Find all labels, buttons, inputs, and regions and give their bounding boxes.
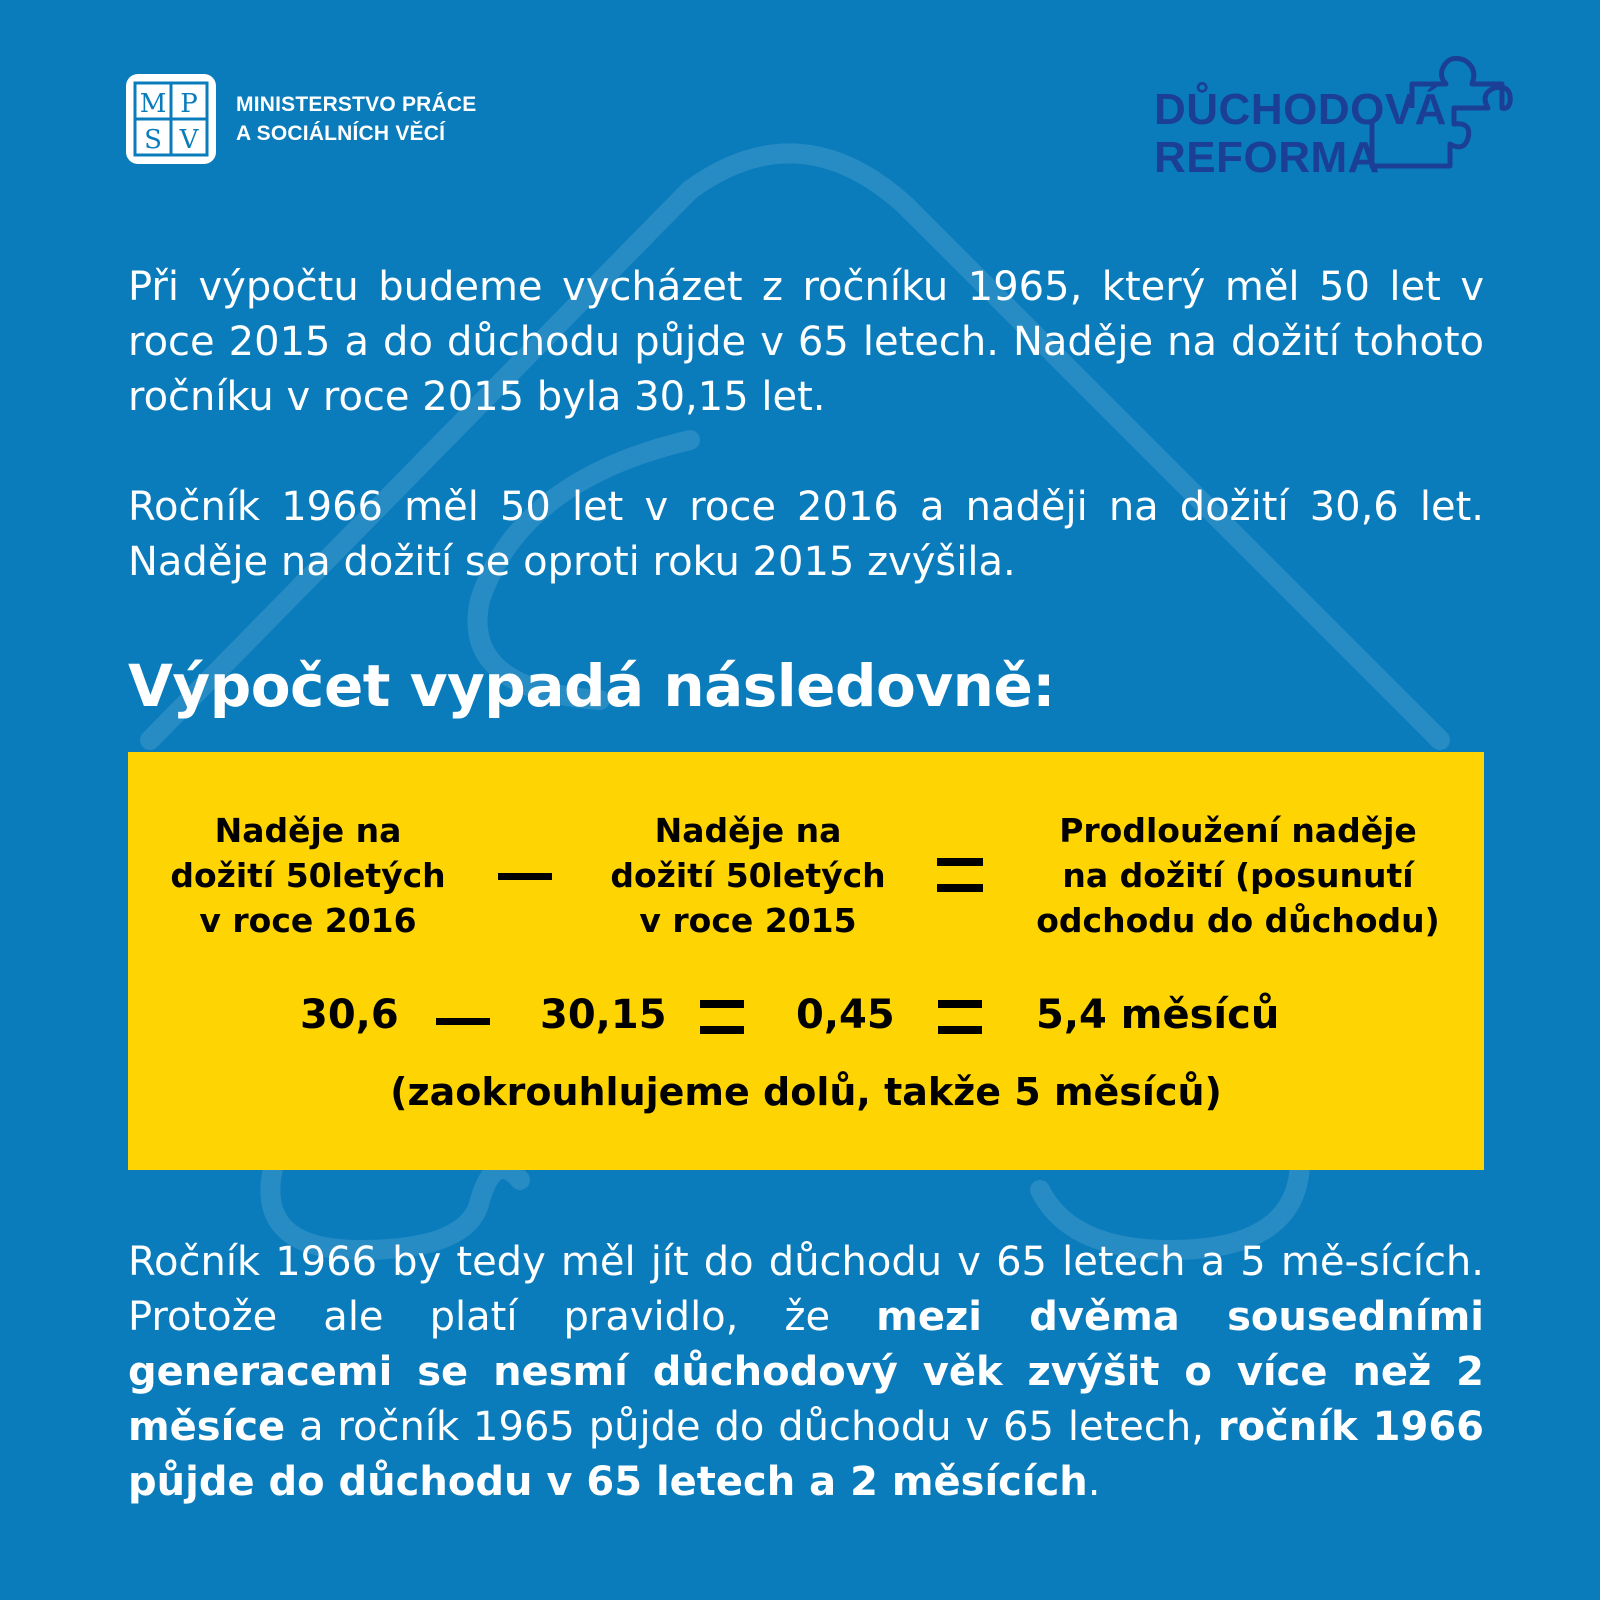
conclusion-period: . — [1087, 1459, 1101, 1505]
conclusion-rule-emphasis: mezi dvěma sousedními generacemi se nesmí důchodový věk zvýšit o více než 2 měsíce — [128, 1294, 1484, 1450]
formula-term-line: v roce 2015 — [639, 901, 857, 940]
calculation-heading: Výpočet vypadá následovně: — [128, 652, 1055, 720]
formula-term-2016 — [148, 808, 468, 943]
equals-sign — [938, 1000, 982, 1034]
ministry-name-line2: A SOCIÁLNÍCH VĚCÍ — [236, 122, 446, 145]
ministry-name-line1: MINISTERSTVO PRÁCE — [236, 93, 477, 116]
formula-term-line: dožití 50letých — [610, 856, 886, 895]
svg-text:S: S — [144, 125, 162, 155]
formula-box — [128, 752, 1484, 1170]
reform-title-line1: DŮCHODOVÁ — [1154, 85, 1447, 134]
equals-sign — [700, 1000, 744, 1034]
value-2015: 30,15 — [540, 992, 667, 1038]
formula-term-line: Naděje na — [214, 811, 402, 850]
formula-term-2015 — [588, 808, 908, 943]
value-2016: 30,6 — [300, 992, 399, 1038]
duchodova-reforma-logo — [1150, 48, 1520, 182]
intro-paragraph: Při výpočtu budeme vycházet z ročníku 1965, který měl 50 let v roce 2015 a do důchodu půjde v 65 letech. Naděje na dožití tohoto ročníku v roce 2015 byla 30,15 let. — [128, 264, 1484, 420]
minus-sign — [498, 873, 552, 880]
value-difference: 0,45 — [796, 992, 895, 1038]
reform-title-line2: REFORMA — [1154, 133, 1380, 182]
conclusion-result-emphasis: ročník 1966 půjde do důchodu v 65 letech a 2 měsících — [128, 1404, 1484, 1505]
ministry-name — [236, 90, 476, 148]
formula-term-line: Naděje na — [654, 811, 842, 850]
formula-term-line: odchodu do důchodu) — [1036, 901, 1440, 940]
value-months: 5,4 měsíců — [1036, 992, 1280, 1038]
equals-sign — [937, 858, 983, 892]
formula-result — [1008, 808, 1468, 943]
formula-term-line: Prodloužení naděje — [1059, 811, 1417, 850]
svg-text:M: M — [139, 89, 167, 119]
conclusion-text: Ročník 1966 by tedy měl jít do důchodu v 65 letech a 5 mě-sících. Protože ale platí pravidlo, že — [128, 1239, 1484, 1340]
mpsv-emblem-graphic — [133, 81, 209, 157]
formula-term-line: v roce 2016 — [199, 901, 417, 940]
formula-term-line: na dožití (posunutí — [1062, 856, 1414, 895]
conclusion-paragraph — [128, 1235, 1484, 1510]
svg-text:P: P — [180, 89, 198, 119]
reform-title — [1154, 86, 1447, 182]
mpsv-logo — [126, 74, 476, 164]
rounding-note: (zaokrouhlujeme dolů, takže 5 měsíců) — [390, 1070, 1222, 1114]
conclusion-text: a ročník 1965 půjde do důchodu v 65 letech, — [285, 1404, 1218, 1450]
mpsv-emblem — [126, 74, 216, 164]
svg-text:V: V — [179, 125, 199, 155]
formula-term-line: dožití 50letých — [170, 856, 446, 895]
cohort-1966-paragraph: Ročník 1966 měl 50 let v roce 2016 a naději na dožití 30,6 let. Naděje na dožití se oproti roku 2015 zvýšila. — [128, 484, 1484, 585]
minus-sign — [436, 1018, 490, 1025]
